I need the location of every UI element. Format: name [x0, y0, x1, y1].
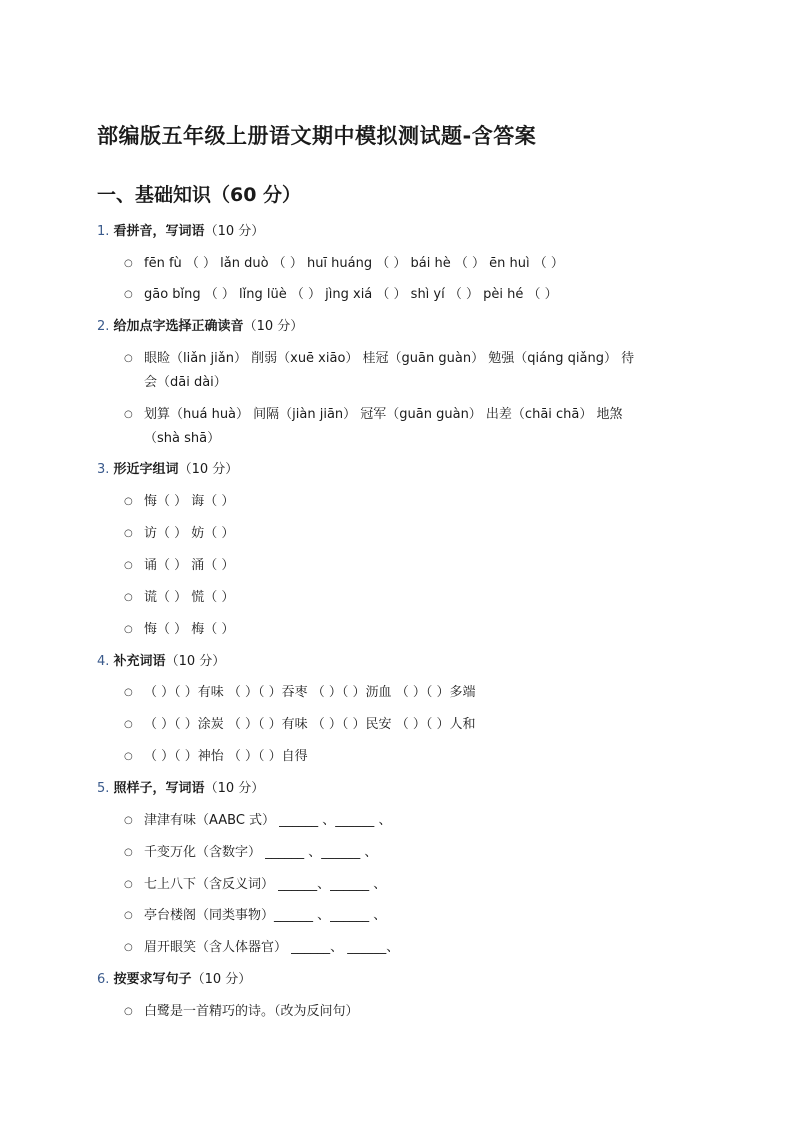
question-title: 按要求写句子 — [113, 972, 192, 987]
item-text-continued: （shà shā） — [144, 431, 221, 446]
list-item — [124, 713, 475, 737]
question-number: 6. — [97, 972, 110, 987]
item-text: 津津有味（AABC 式） ______ 、______ 、 — [144, 813, 392, 828]
bullet-icon: ○ — [124, 687, 133, 698]
item-text: （ ）（ ）涂炭 （ ）（ ）有味 （ ）（ ）民安 （ ）（ ）人和 — [144, 717, 476, 732]
question-title: 补充词语 — [113, 654, 166, 669]
question-number: 2. — [97, 319, 110, 334]
section-heading: 一、基础知识（60 分） — [97, 184, 302, 206]
bullet-icon: ○ — [124, 528, 133, 539]
question-number: 5. — [97, 781, 110, 796]
question-4-heading — [97, 653, 225, 671]
list-item — [124, 618, 234, 642]
item-text: 悔（ ） 梅（ ） — [144, 622, 235, 637]
question-5-heading — [97, 780, 264, 798]
bullet-icon: ○ — [124, 560, 133, 571]
list-item — [124, 904, 386, 928]
item-text: （ ）（ ）神怡 （ ）（ ）自得 — [144, 749, 308, 764]
bullet-icon: ○ — [124, 258, 133, 269]
item-text: 划算（huá huà） 间隔（jiàn jiān） 冠军（guān guàn） 出差（chāi chā） 地煞 — [144, 407, 623, 422]
question-2-heading — [97, 318, 303, 336]
bullet-icon: ○ — [124, 847, 133, 858]
question-number: 1. — [97, 224, 110, 239]
list-item — [124, 936, 399, 960]
item-text: 谎（ ） 慌（ ） — [144, 590, 235, 605]
question-title: 形近字组词 — [113, 462, 179, 477]
question-points: （10 分） — [178, 462, 239, 477]
list-item — [124, 841, 377, 865]
question-points: （10 分） — [204, 781, 265, 796]
item-text: gāo bǐng （ ） lǐng lüè （ ） jìng xiá （ ） shì yí （ ） pèi hé （ ） — [144, 287, 558, 302]
bullet-icon: ○ — [124, 910, 133, 921]
list-item — [124, 522, 234, 546]
item-text-continued: 会（dāi dài） — [144, 375, 227, 390]
item-text: 千变万化（含数字） ______ 、______ 、 — [144, 845, 378, 860]
list-item — [124, 347, 634, 395]
bullet-icon: ○ — [124, 496, 133, 507]
item-text: 眼睑（liǎn jiǎn） 削弱（xuē xiāo） 桂冠（guān guàn） 勉强（qiáng qiǎng） 待 — [144, 351, 635, 366]
bullet-icon: ○ — [124, 353, 133, 364]
bullet-icon: ○ — [124, 815, 133, 826]
bullet-icon: ○ — [124, 1006, 133, 1017]
list-item — [124, 403, 623, 451]
question-title: 给加点字选择正确读音 — [113, 319, 244, 334]
bullet-icon: ○ — [124, 592, 133, 603]
list-item — [124, 554, 234, 578]
bullet-icon: ○ — [124, 624, 133, 635]
question-points: （10 分） — [204, 224, 265, 239]
question-1-heading — [97, 223, 264, 241]
question-title: 看拼音，写词语 — [113, 224, 205, 239]
list-item — [124, 252, 564, 276]
bullet-icon: ○ — [124, 751, 133, 762]
item-text: 悔（ ） 诲（ ） — [144, 494, 235, 509]
bullet-icon: ○ — [124, 409, 133, 420]
question-title: 照样子，写词语 — [113, 781, 205, 796]
list-item — [124, 681, 475, 705]
question-3-heading — [97, 461, 238, 479]
list-item — [124, 490, 234, 514]
item-text: 诵（ ） 涌（ ） — [144, 558, 235, 573]
item-text: fēn fù （ ） lǎn duò （ ） huī huáng （ ） bái hè （ ） ēn huì （ ） — [144, 256, 564, 271]
list-item — [124, 745, 308, 769]
document-title: 部编版五年级上册语文期中模拟测试题-含答案 — [97, 124, 537, 148]
question-points: （10 分） — [191, 972, 252, 987]
question-points: （10 分） — [243, 319, 304, 334]
bullet-icon: ○ — [124, 879, 133, 890]
list-item — [124, 586, 234, 610]
bullet-icon: ○ — [124, 719, 133, 730]
list-item — [124, 873, 386, 897]
item-text: 访（ ） 妨（ ） — [144, 526, 235, 541]
item-text: 亭台楼阁（同类事物）______ 、______ 、 — [144, 908, 387, 923]
question-points: （10 分） — [165, 654, 226, 669]
question-number: 3. — [97, 462, 110, 477]
question-number: 4. — [97, 654, 110, 669]
item-text: 七上八下（含反义词） ______、______ 、 — [144, 877, 387, 892]
item-text: （ ）（ ）有味 （ ）（ ）吞枣 （ ）（ ）沥血 （ ）（ ）多端 — [144, 685, 476, 700]
bullet-icon: ○ — [124, 289, 133, 300]
bullet-icon: ○ — [124, 942, 133, 953]
list-item — [124, 1000, 359, 1024]
question-6-heading — [97, 971, 251, 989]
list-item — [124, 809, 391, 833]
item-text: 白鹭是一首精巧的诗。（改为反问句） — [144, 1004, 359, 1019]
list-item — [124, 283, 558, 307]
item-text: 眉开眼笑（含人体器官） ______、 ______、 — [144, 940, 400, 955]
